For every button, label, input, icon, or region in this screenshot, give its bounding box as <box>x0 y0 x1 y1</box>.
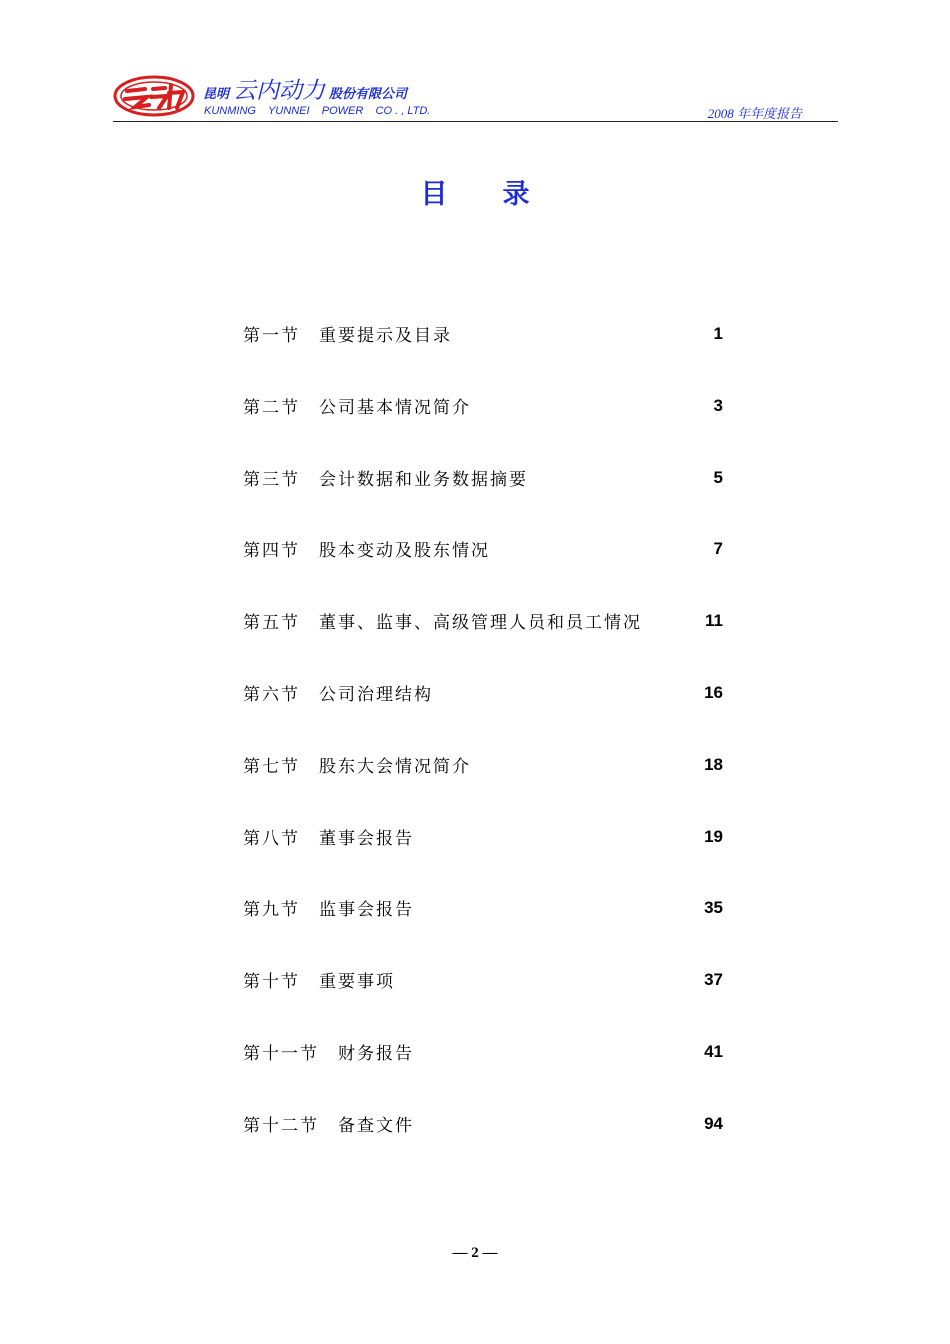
company-name-prefix: 昆明 <box>203 87 230 102</box>
toc-entry[interactable] <box>243 602 743 642</box>
toc-section-title: 监事会报告 <box>319 900 414 921</box>
toc-section-number: 第八节 <box>243 828 300 849</box>
toc-section-title: 股东大会情况简介 <box>319 756 471 777</box>
toc-section-number: 第四节 <box>243 541 300 562</box>
header-divider <box>113 121 838 122</box>
toc-page-number: 3 <box>713 395 723 415</box>
toc-entry[interactable] <box>243 1033 743 1073</box>
toc-page-number: 41 <box>704 1042 723 1061</box>
toc-entry[interactable] <box>243 961 743 1001</box>
toc-page-number: 11 <box>705 611 723 631</box>
toc-entry[interactable] <box>243 889 743 929</box>
toc-entry[interactable] <box>243 387 743 427</box>
toc-section-title: 重要提示及目录 <box>319 326 452 346</box>
toc-page-number: 19 <box>704 826 723 846</box>
toc-entry[interactable] <box>243 818 743 858</box>
toc-entry[interactable] <box>243 1105 743 1145</box>
toc-section-title: 财务报告 <box>338 1044 414 1064</box>
page-title: 目录 <box>420 179 585 210</box>
toc-entry[interactable] <box>243 674 743 714</box>
toc-section-title: 董事会报告 <box>319 828 414 849</box>
toc-section-number: 第一节 <box>243 326 300 346</box>
company-chinese-name <box>203 72 407 102</box>
toc-section-number: 第七节 <box>243 756 300 777</box>
company-name-suffix: 股份有限公司 <box>329 87 408 102</box>
toc-section-title: 备查文件 <box>338 1115 414 1136</box>
toc-section-number: 第十一节 <box>243 1044 319 1064</box>
toc-section-title: 公司治理结构 <box>319 685 433 705</box>
company-english-name: KUNMING YUNNEI POWER CO . , LTD. <box>204 105 431 117</box>
toc-page-number: 16 <box>704 683 723 702</box>
toc-section-number: 第三节 <box>243 469 300 490</box>
toc-section-number: 第六节 <box>243 685 300 705</box>
page-header <box>113 70 838 122</box>
toc-section-title: 会计数据和业务数据摘要 <box>319 469 528 490</box>
company-logo <box>113 75 195 117</box>
toc-entry[interactable] <box>243 459 743 499</box>
toc-section-title: 董事、监事、高级管理人员和员工情况 <box>319 613 642 634</box>
page-number: — 2 — <box>452 1245 498 1261</box>
toc-page-number: 94 <box>704 1113 723 1133</box>
toc-entry[interactable] <box>243 315 743 355</box>
toc-page-number: 35 <box>704 898 723 918</box>
toc-section-number: 第二节 <box>243 397 300 418</box>
toc-section-number: 第九节 <box>243 900 300 921</box>
toc-section-title: 股本变动及股东情况 <box>319 541 490 562</box>
toc-entry[interactable] <box>243 746 743 786</box>
toc-page-number: 18 <box>704 754 723 774</box>
toc-page-number: 1 <box>713 324 723 343</box>
toc-section-number: 第十二节 <box>243 1115 319 1136</box>
toc-section-title: 公司基本情况简介 <box>319 397 471 418</box>
toc-page-number: 37 <box>704 970 723 990</box>
toc-section-number: 第五节 <box>243 613 300 634</box>
report-year-label: 2008 年年度报告 <box>707 106 802 121</box>
toc-section-title: 重要事项 <box>319 972 395 993</box>
toc-page-number: 7 <box>713 539 723 559</box>
toc-page-number: 5 <box>713 467 723 487</box>
company-name-main: 云内动力 <box>233 78 326 104</box>
toc-section-number: 第十节 <box>243 972 300 993</box>
toc-entry[interactable] <box>243 530 743 570</box>
